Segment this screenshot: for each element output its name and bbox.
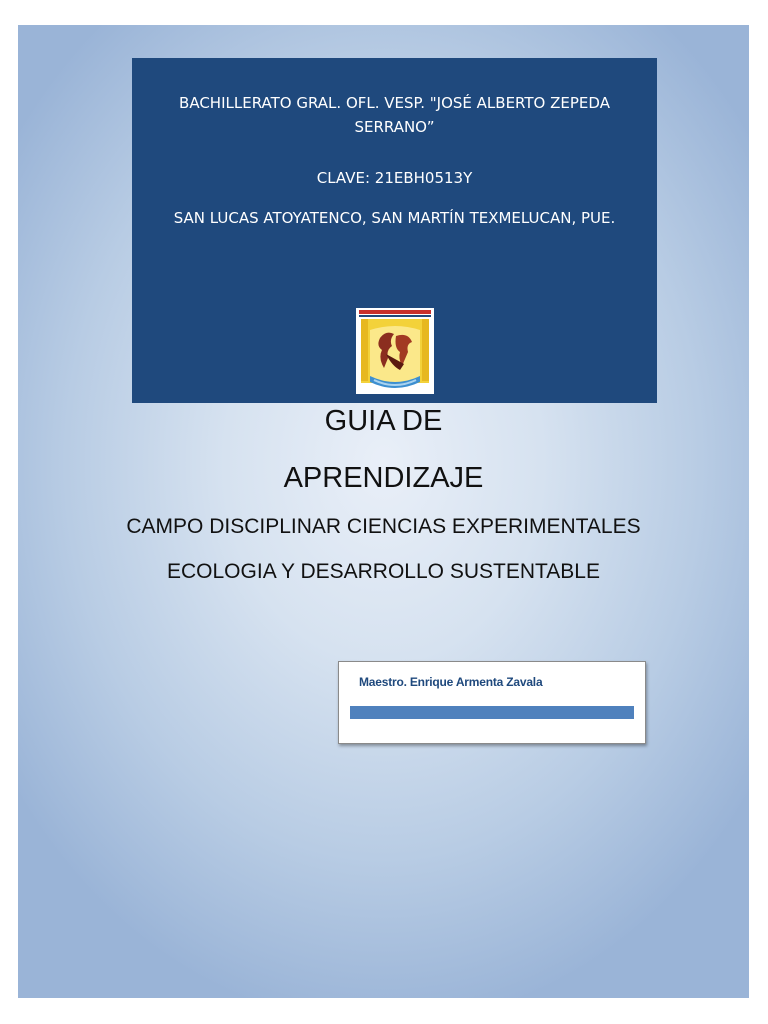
subject-field: CAMPO DISCIPLINAR CIENCIAS EXPERIMENTALES: [126, 515, 641, 538]
document-title-line-1: GUIA DE: [324, 405, 443, 437]
teacher-accent-bar: [350, 706, 634, 719]
school-code: CLAVE: 21EBH0513Y: [316, 169, 473, 187]
teacher-name: Maestro. Enrique Armenta Zavala: [359, 675, 543, 689]
cover-page: [18, 25, 749, 998]
school-name: BACHILLERATO GRAL. OFL. VESP. "JOSÉ ALBERTO ZEPEDA SERRANO”: [179, 94, 610, 136]
teacher-box: [338, 661, 646, 744]
document-title-line-2: APRENDIZAJE: [283, 462, 484, 494]
school-logo-image: [356, 308, 434, 394]
school-location: SAN LUCAS ATOYATENCO, SAN MARTÍN TEXMELUCAN, PUE.: [173, 209, 616, 227]
subject-name: ECOLOGIA Y DESARROLLO SUSTENTABLE: [167, 560, 600, 583]
school-header: [132, 58, 657, 403]
